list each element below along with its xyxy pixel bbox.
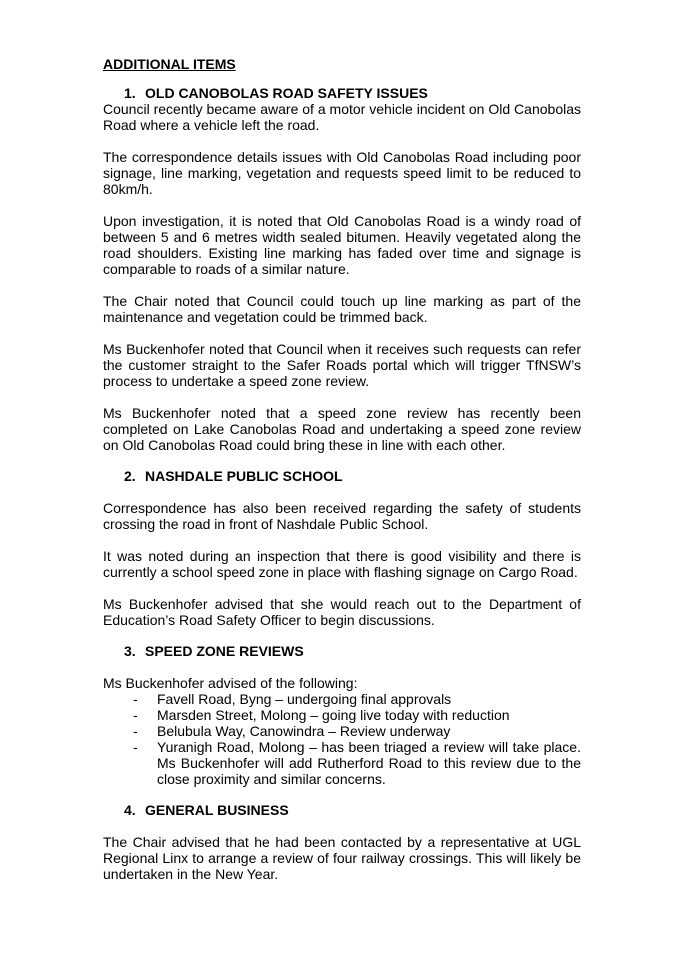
paragraph: Ms Buckenhofer noted that Council when it receives such requests can refer the customer straight to the Safer Roads portal which will trigger TfNSW’s process to undertake a speed zone review. [103,341,581,389]
list-item-text: Favell Road, Byng – undergoing final approvals [157,691,452,707]
paragraph: Ms Buckenhofer advised that she would reach out to the Department of Education’s Road Safety Officer to begin discussions. [103,596,581,628]
document-title: ADDITIONAL ITEMS [103,56,236,72]
dash-bullet: - [133,739,138,755]
section-number: 3. [124,643,136,659]
section-title: NASHDALE PUBLIC SCHOOL [145,468,343,484]
paragraph: Ms Buckenhofer noted that a speed zone review has recently been completed on Lake Canobolas Road and undertaking a speed zone review on Old Canobolas Road could bring these in line with each other. [103,405,581,453]
document-page [103,56,581,882]
dash-bullet: - [133,723,138,739]
list-item-text: Belubula Way, Canowindra – Review underway [157,723,451,739]
list-item-text: Yuranigh Road, Molong – has been triaged a review will take place. Ms Buckenhofer will add Rutherford Road to this review due to the close proximity and similar concerns. [157,739,581,787]
paragraph: The Chair noted that Council could touch up line marking as part of the maintenance and vegetation could be trimmed back. [103,293,581,325]
paragraph: The correspondence details issues with Old Canobolas Road including poor signage, line marking, vegetation and requests speed limit to be reduced to 80km/h. [103,149,581,197]
paragraph: Council recently became aware of a motor vehicle incident on Old Canobolas Road where a vehicle left the road. [103,101,581,133]
list-item-text: Marsden Street, Molong – going live today with reduction [157,707,510,723]
list-item [133,707,581,723]
section-title: OLD CANOBOLAS ROAD SAFETY ISSUES [145,85,428,101]
list-item [133,691,581,707]
paragraph: The Chair advised that he had been contacted by a representative at UGL Regional Linx to arrange a review of four railway crossings. This will likely be undertaken in the New Year. [103,834,581,882]
section-heading-nashdale [124,468,581,484]
section-number: 1. [124,85,136,101]
section-number: 4. [124,802,136,818]
dash-bullet: - [133,691,138,707]
paragraph: Correspondence has also been received regarding the safety of students crossing the road in front of Nashdale Public School. [103,500,581,532]
paragraph: It was noted during an inspection that there is good visibility and there is currently a school speed zone in place with flashing signage on Cargo Road. [103,548,581,580]
paragraph: Upon investigation, it is noted that Old Canobolas Road is a windy road of between 5 and 6 metres width sealed bitumen. Heavily vegetated along the road shoulders. Existing line marking has faded over time and signage is comparable to roads of a similar nature. [103,213,581,277]
dash-bullet: - [133,707,138,723]
list-item [133,723,581,739]
list-item [133,739,581,787]
section-heading-speed-zone [124,643,581,659]
section-number: 2. [124,468,136,484]
section-title: SPEED ZONE REVIEWS [145,643,304,659]
speed-zone-list [103,691,581,787]
section-heading-general-business [124,802,581,818]
section-heading-old-canobolas [124,85,581,101]
section-title: GENERAL BUSINESS [145,802,289,818]
list-intro: Ms Buckenhofer advised of the following: [103,675,358,691]
